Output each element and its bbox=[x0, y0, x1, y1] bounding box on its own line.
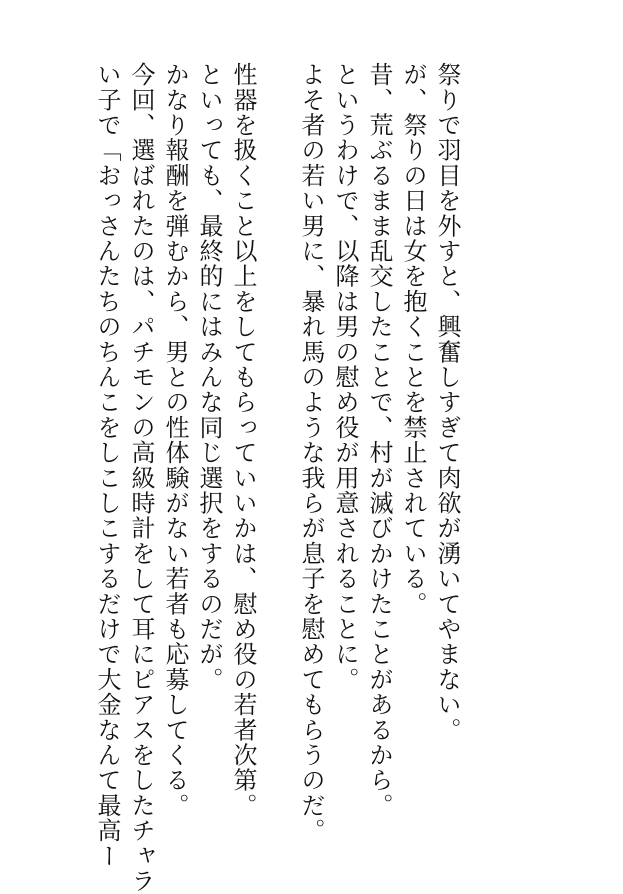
text-line: といっても、最終的にはみんな同じ選択をするのだが。 bbox=[195, 62, 223, 692]
text-line: よそ者の若い男に、暴れ馬のような我らが息子を慰めてもらうのだ。 bbox=[297, 62, 325, 844]
text-line: かなり報酬を弾むから、男との性体験がない若者も応募してくる。 bbox=[161, 62, 189, 818]
text-line: 性器を扱くこと以上をしてもらっていいかは、慰め役の若者次第。 bbox=[229, 62, 257, 818]
text-line: 今回、選ばれたのは、パチモンの高級時計をして耳にピアスをしたチャラ bbox=[127, 62, 155, 894]
text-line: が、祭りの日は女を抱くことを禁止されている。 bbox=[399, 62, 427, 617]
text-line: い子で「おっさんたちのちんこをしこしこするだけで大金なんて最高ー bbox=[93, 62, 121, 869]
text-line: 昔、荒ぶるまま乱交したことで、村が滅びかけたことがあるから。 bbox=[365, 62, 393, 818]
text-line: 祭りで羽目を外すと、興奮しすぎて肉欲が湧いてやまない。 bbox=[433, 62, 461, 743]
text-line: というわけで、以降は男の慰め役が用意されることに。 bbox=[331, 62, 359, 692]
vertical-text-body bbox=[0, 62, 623, 894]
